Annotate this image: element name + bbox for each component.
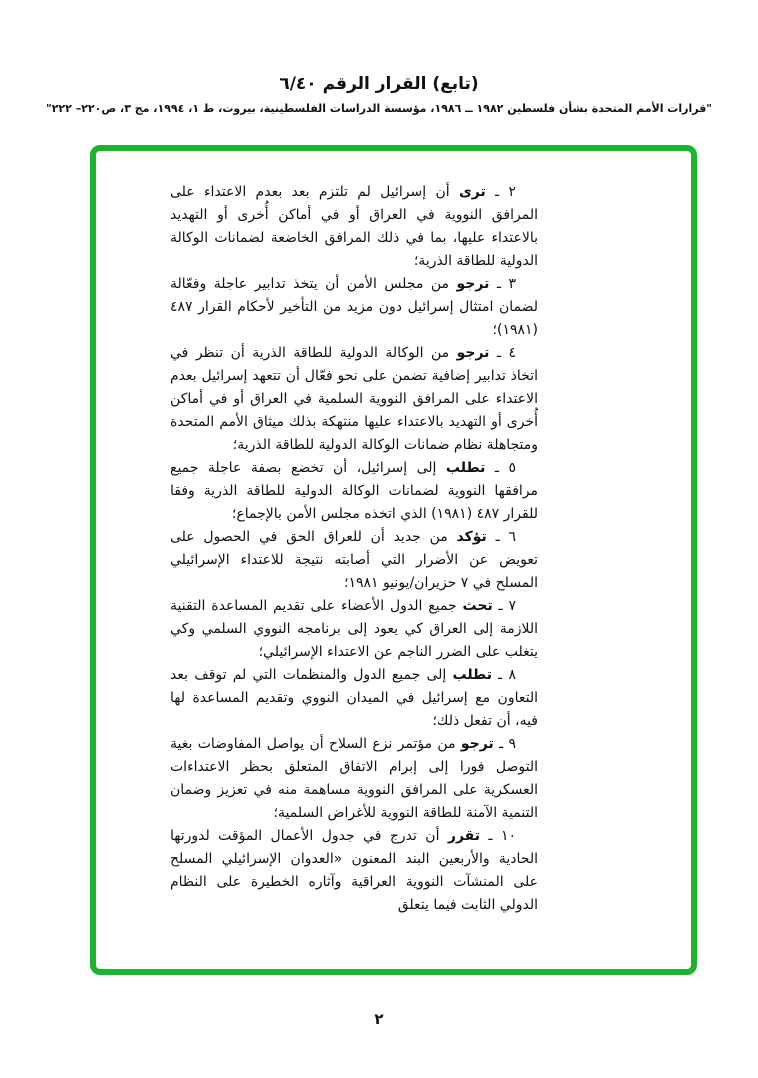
paragraph-lead-verb: ترجو [460,736,494,752]
resolution-paragraph [170,526,538,595]
paragraph-lead-verb: تحث [462,598,493,614]
resolution-paragraph [170,342,538,457]
paragraph-lead-verb: ترجو [456,276,490,292]
paragraph-number: ٤ ـ [496,345,517,361]
paragraph-number: ٩ ـ [499,736,517,752]
paragraph-number: ٧ ـ [498,598,516,614]
paragraph-number: ٥ ـ [494,460,516,476]
paragraph-text: إلى إسرائيل، أن تخضع بصفة عاجلة جميع مرافقها النووية لضمانات الوكالة الدولية للطاقة الذرية وفقا للقرار ٤٨٧ (١٩٨١) الذي اتخذه مجلس الأمن بالإجماع؛ [170,460,538,522]
paragraph-number: ٣ ـ [496,276,516,292]
paragraph-text: من مجلس الأمن أن يتخذ تدابير عاجلة وفعّالة لضمان امتثال إسرائيل دون مزيد من التأخير لأحكام القرار ٤٨٧ (١٩٨١)؛ [170,276,538,338]
paragraph-text: إلى جميع الدول والمنظمات التي لم توقف بعد التعاون مع إسرائيل في الميدان النووي وتقديم المساعدة لها فيه، أن تفعل ذلك؛ [170,667,538,729]
resolution-paragraph [170,457,538,526]
paragraph-number: ٢ ـ [495,184,516,200]
resolution-paragraph [170,733,538,825]
paragraph-lead-verb: ترجو [456,345,490,361]
paragraph-lead-verb: تقرر [447,828,480,844]
resolution-paragraph [170,595,538,664]
paragraph-text: من جديد أن للعراق الحق في الحصول على تعويض عن الأضرار التي أصابته نتيجة للاعتداء الإسرائيلي المسلح في ٧ حزيران/يونيو ١٩٨١؛ [170,529,538,591]
paragraph-text: من مؤتمر نزع السلاح أن يواصل المفاوضات بغية التوصل فورا إلى إبرام الاتفاق المتعلق بحظر الاعتداءات العسكرية على المرافق النووية مساهمة منه في تعزيز وضمان التنمية الآمنة للطاقة النووية للأغراض السلمية؛ [170,736,538,821]
paragraph-number: ٦ ـ [495,529,517,545]
paragraph-text: جميع الدول الأعضاء على تقديم المساعدة التقنية اللازمة إلى العراق كي يعود إلى برنامجه النووي السلمي وكي يتغلب على الضرر الناجم عن الاعتداء الإسرائيلي؛ [170,598,538,660]
paragraph-number: ٨ ـ [498,667,516,683]
paragraph-lead-verb: تطلب [452,667,492,683]
resolution-paragraph [170,664,538,733]
source-citation: "قرارات الأمم المتحدة بشأن فلسطين ١٩٨٢ ــ ١٩٨٦، مؤسسة الدراسات الفلسطينية، بيروت، ط ١، ١٩٩٤، مج ٣، ص٢٢٠– ٢٢٢" [45,102,713,115]
paragraph-text: من الوكالة الدولية للطاقة الذرية أن تنظر في اتخاذ تدابير إضافية تضمن على نحو فعّال أن تتعهد إسرائيل بعدم الاعتداء على المرافق النووية السلمية في العراق أو في أماكن أُخرى أو التهديد بالاعتداء عليها منتهكة بذلك ميثاق الأمم المتحدة ومتجاهلة نظام ضمانات الوكالة الدولية للطاقة الذرية؛ [170,345,538,453]
paragraph-lead-verb: تطلب [445,460,486,476]
paragraph-text: أن إسرائيل لم تلتزم بعد بعدم الاعتداء على المرافق النووية في العراق أو في أماكن أُخرى أو التهديد بالاعتداء عليها، بما في ذلك المرافق الخاضعة لضمانات الوكالة الدولية للطاقة الذرية؛ [170,184,538,269]
resolution-text [170,181,538,917]
paragraph-text: أن تدرج في جدول الأعمال المؤقت لدورتها الحادية والأربعين البند المعنون «العدوان الإسرائيلي المسلح على المنشآت النووية العراقية وآثاره الخطيرة على النظام الدولي الثابت فيما يتعلق [170,828,538,913]
page-number: ٢ [374,1010,384,1028]
paragraph-number: ١٠ ـ [488,828,516,844]
paragraph-lead-verb: تؤكد [456,529,487,545]
resolution-paragraph [170,181,538,273]
resolution-paragraph [170,273,538,342]
resolution-paragraph [170,825,538,917]
paragraph-lead-verb: ترى [458,184,486,200]
page-title: (تابع) القرار الرقم ٦/٤٠ [279,74,479,94]
